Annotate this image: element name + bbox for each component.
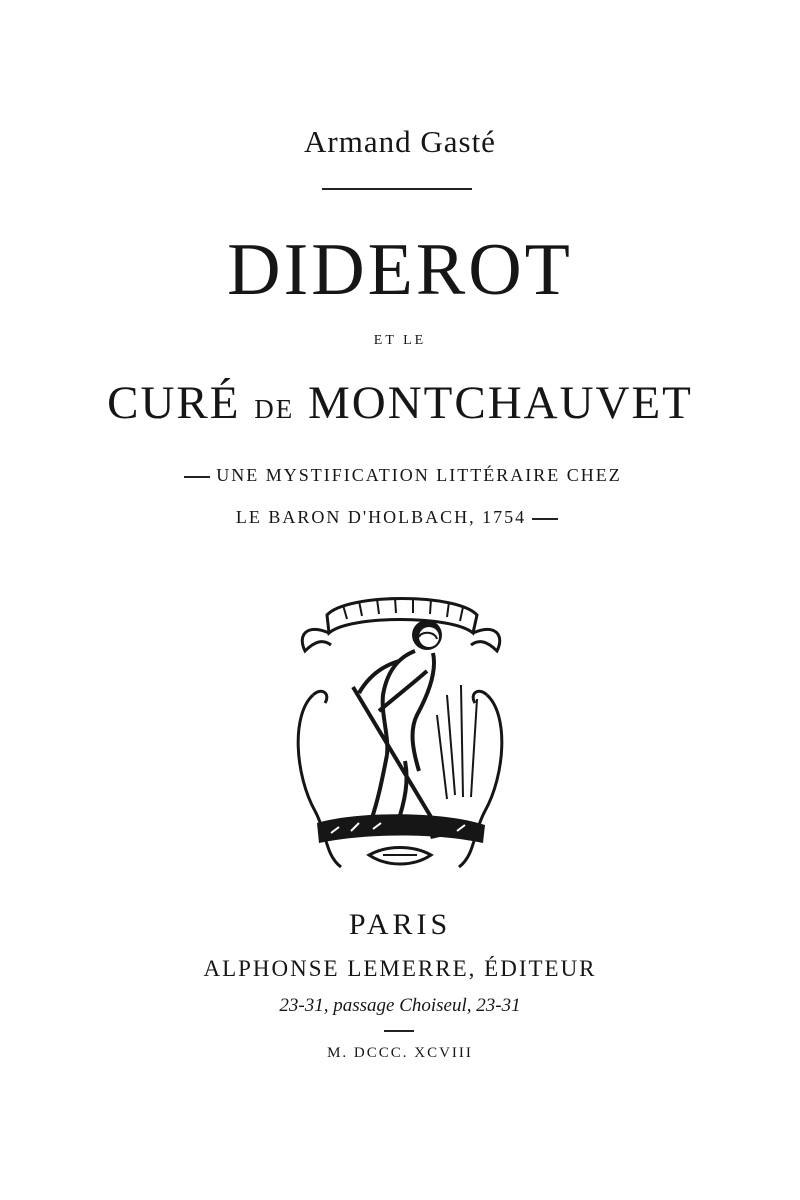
bottom-rule [384, 1030, 414, 1032]
tagline-line-2 [0, 507, 800, 528]
tagline-text-2: LE BARON D'HOLBACH, 1754 [235, 507, 527, 527]
imprint-city: PARIS [348, 908, 452, 941]
subtitle-word-de: DE [254, 394, 295, 424]
imprint-publisher: ALPHONSE LEMERRE, ÉDITEUR [203, 956, 597, 981]
tagline-line-1 [0, 465, 800, 486]
book-subtitle [0, 376, 800, 430]
imprint-year: M. DCCC. XCVIII [327, 1045, 473, 1061]
subtitle-word-montchauvet: MONTCHAUVET [307, 377, 693, 429]
tagline-text-1: UNE MYSTIFICATION LITTÉRAIRE CHEZ [216, 465, 622, 485]
author-name: Armand Gasté [304, 124, 496, 159]
tagline-dash-right [532, 518, 558, 520]
publisher-device-digger-icon [287, 575, 513, 877]
tagline-dash-left [184, 476, 210, 478]
subtitle-word-cure: CURÉ [107, 377, 241, 429]
imprint-address: 23-31, passage Choiseul, 23-31 [279, 995, 521, 1016]
book-title: DIDEROT [227, 229, 573, 311]
top-rule [322, 188, 472, 190]
title-connector: ET LE [373, 333, 427, 348]
